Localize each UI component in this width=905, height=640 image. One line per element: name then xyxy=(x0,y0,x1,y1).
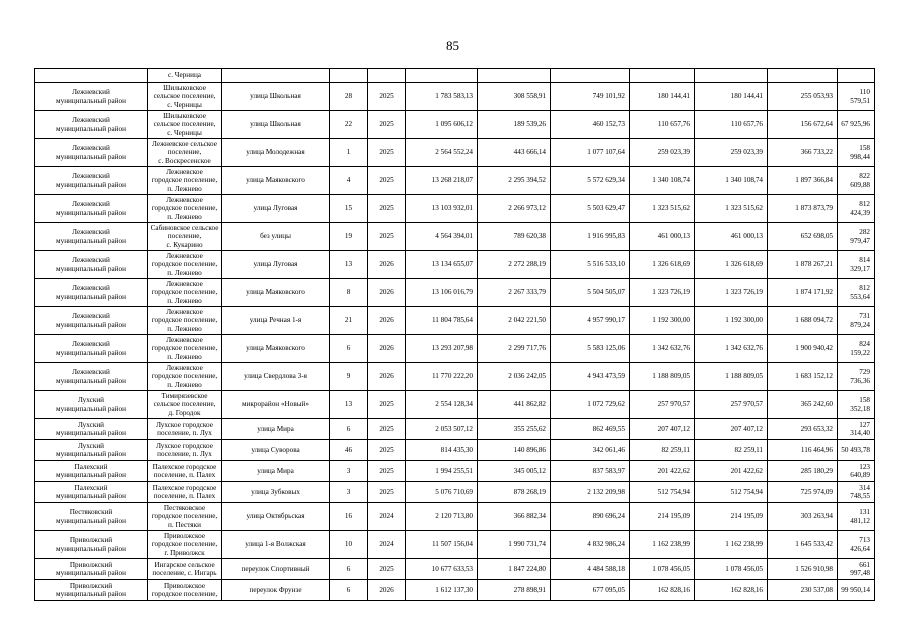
cell-value: 285 180,29 xyxy=(768,461,838,482)
cell-value: 13 134 655,07 xyxy=(406,251,478,279)
cell-district: Лухский муниципальный район xyxy=(35,440,148,461)
cell-value: 1 783 583,13 xyxy=(406,83,478,111)
table-row xyxy=(35,279,875,307)
cell-street: улица Мира xyxy=(222,419,330,440)
cell-value: 355 255,62 xyxy=(478,419,551,440)
cell-value xyxy=(406,69,478,83)
cell-value: 814 435,30 xyxy=(406,440,478,461)
cell-street xyxy=(222,69,330,83)
cell-value: 207 407,12 xyxy=(630,419,695,440)
cell-value xyxy=(630,69,695,83)
cell-value: 4 943 473,59 xyxy=(551,363,630,391)
cell-value: 1 900 940,42 xyxy=(768,335,838,363)
cell-value: 180 144,41 xyxy=(695,83,768,111)
cell-house: 16 xyxy=(330,503,368,531)
cell-value: 214 195,09 xyxy=(695,503,768,531)
cell-value: 1 683 152,12 xyxy=(768,363,838,391)
cell-settlement: Пестяковское городское поселение, п. Пестяки xyxy=(148,503,222,531)
cell-value: 822 609,88 xyxy=(838,167,875,195)
cell-value: 257 970,57 xyxy=(695,391,768,419)
cell-value: 461 000,13 xyxy=(630,223,695,251)
cell-value: 255 053,93 xyxy=(768,83,838,111)
cell-value: 1 078 456,05 xyxy=(695,559,768,580)
cell-value: 308 558,91 xyxy=(478,83,551,111)
cell-value: 1 916 995,83 xyxy=(551,223,630,251)
table-row xyxy=(35,111,875,139)
cell-settlement: Ингарское сельское поселение, с. Ингарь xyxy=(148,559,222,580)
cell-value: 365 242,60 xyxy=(768,391,838,419)
cell-value: 2 272 288,19 xyxy=(478,251,551,279)
cell-value: 512 754,94 xyxy=(695,482,768,503)
cell-value: 4 564 394,01 xyxy=(406,223,478,251)
cell-value: 1 188 809,05 xyxy=(695,363,768,391)
cell-value: 890 696,24 xyxy=(551,503,630,531)
cell-house: 28 xyxy=(330,83,368,111)
cell-value: 366 733,22 xyxy=(768,139,838,167)
cell-district: Лежневский муниципальный район xyxy=(35,195,148,223)
cell-year: 2026 xyxy=(368,279,406,307)
cell-settlement: Палехское городское поселение, п. Палех xyxy=(148,482,222,503)
cell-value: 1 873 873,79 xyxy=(768,195,838,223)
cell-value: 1 878 267,21 xyxy=(768,251,838,279)
cell-house: 3 xyxy=(330,461,368,482)
cell-house: 3 xyxy=(330,482,368,503)
cell-value: 789 620,38 xyxy=(478,223,551,251)
cell-district: Лежневский муниципальный район xyxy=(35,139,148,167)
table-row xyxy=(35,83,875,111)
cell-house: 6 xyxy=(330,419,368,440)
cell-street: улица 1-я Волжская xyxy=(222,531,330,559)
cell-street: улица Маяковского xyxy=(222,279,330,307)
cell-value: 116 464,96 xyxy=(768,440,838,461)
cell-value: 5 516 533,10 xyxy=(551,251,630,279)
cell-value: 2 267 333,79 xyxy=(478,279,551,307)
cell-street: улица Молодежная xyxy=(222,139,330,167)
cell-street: улица Маяковского xyxy=(222,167,330,195)
page-number: 85 xyxy=(446,38,459,53)
table-row xyxy=(35,503,875,531)
cell-value: 1 526 910,98 xyxy=(768,559,838,580)
cell-value: 1 077 107,64 xyxy=(551,139,630,167)
cell-value: 2 120 713,80 xyxy=(406,503,478,531)
cell-value: 4 484 588,18 xyxy=(551,559,630,580)
cell-district: Приволжский муниципальный район xyxy=(35,531,148,559)
cell-street: микрорайон «Новый» xyxy=(222,391,330,419)
table-row xyxy=(35,363,875,391)
cell-house: 13 xyxy=(330,251,368,279)
cell-district: Лежневский муниципальный район xyxy=(35,335,148,363)
cell-value: 749 101,92 xyxy=(551,83,630,111)
cell-value: 661 997,48 xyxy=(838,559,875,580)
cell-value: 1 874 171,92 xyxy=(768,279,838,307)
cell-value: 110 657,76 xyxy=(630,111,695,139)
cell-value: 725 974,09 xyxy=(768,482,838,503)
cell-value: 460 152,73 xyxy=(551,111,630,139)
cell-value: 814 329,17 xyxy=(838,251,875,279)
cell-value: 5 504 505,07 xyxy=(551,279,630,307)
cell-year: 2026 xyxy=(368,307,406,335)
cell-street: улица Суворова xyxy=(222,440,330,461)
cell-value: 652 698,05 xyxy=(768,223,838,251)
cell-value: 158 352,18 xyxy=(838,391,875,419)
cell-value: 1 188 809,05 xyxy=(630,363,695,391)
cell-settlement: Лежневское городское поселение, п. Лежнево xyxy=(148,363,222,391)
cell-settlement: Лежневское городское поселение, п. Лежнево xyxy=(148,167,222,195)
cell-value: 140 896,86 xyxy=(478,440,551,461)
cell-value: 1 162 238,99 xyxy=(630,531,695,559)
table-row xyxy=(35,580,875,601)
table-row xyxy=(35,335,875,363)
cell-value: 1 847 224,80 xyxy=(478,559,551,580)
cell-street: улица Речная 1-я xyxy=(222,307,330,335)
cell-value: 11 507 156,04 xyxy=(406,531,478,559)
table-row xyxy=(35,559,875,580)
cell-value: 1 162 238,99 xyxy=(695,531,768,559)
cell-value: 1 340 108,74 xyxy=(695,167,768,195)
cell-district: Лежневский муниципальный район xyxy=(35,111,148,139)
cell-value: 1 072 729,62 xyxy=(551,391,630,419)
cell-settlement: Лежневское городское поселение, п. Лежнево xyxy=(148,279,222,307)
cell-house: 1 xyxy=(330,139,368,167)
cell-value: 180 144,41 xyxy=(630,83,695,111)
cell-district: Лежневский муниципальный район xyxy=(35,83,148,111)
cell-house: 9 xyxy=(330,363,368,391)
cell-street: улица Мира xyxy=(222,461,330,482)
table-row xyxy=(35,461,875,482)
cell-house: 4 xyxy=(330,167,368,195)
cell-settlement: Шилыковское сельское поселение, с. Черницы xyxy=(148,83,222,111)
cell-house: 6 xyxy=(330,559,368,580)
cell-year: 2024 xyxy=(368,503,406,531)
cell-street: улица Октябрьская xyxy=(222,503,330,531)
cell-settlement: Палехское городское поселение, п. Палех xyxy=(148,461,222,482)
cell-settlement: Сабиновское сельское поселение, с. Кукарино xyxy=(148,223,222,251)
cell-value: 11 804 785,64 xyxy=(406,307,478,335)
cell-value: 189 539,26 xyxy=(478,111,551,139)
cell-value xyxy=(551,69,630,83)
cell-value: 127 314,40 xyxy=(838,419,875,440)
cell-value: 293 653,32 xyxy=(768,419,838,440)
cell-value: 366 882,34 xyxy=(478,503,551,531)
cell-value: 259 023,39 xyxy=(695,139,768,167)
cell-year: 2025 xyxy=(368,440,406,461)
cell-district: Лежневский муниципальный район xyxy=(35,223,148,251)
cell-value: 1 192 300,00 xyxy=(695,307,768,335)
cell-value: 2 564 552,24 xyxy=(406,139,478,167)
cell-value: 1 897 366,84 xyxy=(768,167,838,195)
cell-value: 2 299 717,76 xyxy=(478,335,551,363)
cell-district: Палехский муниципальный район xyxy=(35,461,148,482)
cell-house: 21 xyxy=(330,307,368,335)
cell-value: 1 095 606,12 xyxy=(406,111,478,139)
cell-value: 207 407,12 xyxy=(695,419,768,440)
cell-district: Приволжский муниципальный район xyxy=(35,580,148,601)
cell-settlement: Приволжское городское поселение, xyxy=(148,580,222,601)
data-table xyxy=(34,68,875,601)
cell-value: 162 828,16 xyxy=(695,580,768,601)
table-row xyxy=(35,139,875,167)
cell-street: переулок Фрунзе xyxy=(222,580,330,601)
cell-value: 13 268 218,07 xyxy=(406,167,478,195)
cell-value: 4 957 990,17 xyxy=(551,307,630,335)
cell-street: улица Зубковых xyxy=(222,482,330,503)
cell-value: 345 005,12 xyxy=(478,461,551,482)
cell-district: Лежневский муниципальный район xyxy=(35,363,148,391)
cell-house: 19 xyxy=(330,223,368,251)
cell-value: 461 000,13 xyxy=(695,223,768,251)
cell-street: улица Свердлова 3-я xyxy=(222,363,330,391)
cell-value: 677 095,05 xyxy=(551,580,630,601)
cell-value: 13 293 207,98 xyxy=(406,335,478,363)
table-row xyxy=(35,307,875,335)
cell-value: 257 970,57 xyxy=(630,391,695,419)
cell-value: 2 053 507,12 xyxy=(406,419,478,440)
cell-value: 5 076 710,69 xyxy=(406,482,478,503)
cell-value: 11 770 222,20 xyxy=(406,363,478,391)
cell-value: 5 503 629,47 xyxy=(551,195,630,223)
cell-street: улица Школьная xyxy=(222,111,330,139)
table-row xyxy=(35,69,875,83)
cell-house xyxy=(330,69,368,83)
cell-year: 2025 xyxy=(368,195,406,223)
cell-year: 2025 xyxy=(368,223,406,251)
cell-value: 1 326 618,69 xyxy=(630,251,695,279)
cell-value: 1 340 108,74 xyxy=(630,167,695,195)
cell-year: 2026 xyxy=(368,363,406,391)
cell-settlement: Приволжское городское поселение, г. Приволжск xyxy=(148,531,222,559)
cell-settlement: Лежневское сельское поселение, с. Воскресенское xyxy=(148,139,222,167)
cell-year: 2025 xyxy=(368,139,406,167)
cell-year: 2025 xyxy=(368,482,406,503)
cell-year: 2026 xyxy=(368,580,406,601)
cell-value: 110 657,76 xyxy=(695,111,768,139)
cell-value: 303 263,94 xyxy=(768,503,838,531)
cell-value: 1 323 726,19 xyxy=(630,279,695,307)
cell-year: 2025 xyxy=(368,391,406,419)
cell-house: 46 xyxy=(330,440,368,461)
cell-value: 201 422,62 xyxy=(695,461,768,482)
cell-value: 82 259,11 xyxy=(695,440,768,461)
cell-value: 4 832 986,24 xyxy=(551,531,630,559)
cell-street: переулок Спортивный xyxy=(222,559,330,580)
cell-house: 10 xyxy=(330,531,368,559)
cell-value: 342 061,46 xyxy=(551,440,630,461)
table-row xyxy=(35,223,875,251)
cell-year: 2025 xyxy=(368,83,406,111)
cell-value: 1 612 137,30 xyxy=(406,580,478,601)
cell-value: 10 677 633,53 xyxy=(406,559,478,580)
cell-value: 259 023,39 xyxy=(630,139,695,167)
cell-district: Лежневский муниципальный район xyxy=(35,167,148,195)
cell-value: 1 326 618,69 xyxy=(695,251,768,279)
cell-settlement: с. Черница xyxy=(148,69,222,83)
cell-value: 99 950,14 xyxy=(838,580,875,601)
cell-district xyxy=(35,69,148,83)
cell-house: 22 xyxy=(330,111,368,139)
cell-value: 1 323 515,62 xyxy=(630,195,695,223)
table-row xyxy=(35,440,875,461)
cell-year: 2025 xyxy=(368,167,406,195)
cell-value: 13 106 016,79 xyxy=(406,279,478,307)
table-row xyxy=(35,391,875,419)
cell-year: 2025 xyxy=(368,559,406,580)
cell-house: 15 xyxy=(330,195,368,223)
cell-value: 158 998,44 xyxy=(838,139,875,167)
cell-value: 278 898,91 xyxy=(478,580,551,601)
cell-district: Лежневский муниципальный район xyxy=(35,251,148,279)
cell-settlement: Лухское городское поселение, п. Лух xyxy=(148,419,222,440)
cell-year: 2025 xyxy=(368,111,406,139)
cell-value: 1 990 731,74 xyxy=(478,531,551,559)
table-row xyxy=(35,531,875,559)
table-row xyxy=(35,419,875,440)
cell-value: 862 469,55 xyxy=(551,419,630,440)
cell-value: 837 583,97 xyxy=(551,461,630,482)
cell-value: 812 424,39 xyxy=(838,195,875,223)
table-body xyxy=(35,69,875,601)
cell-value xyxy=(478,69,551,83)
table-row xyxy=(35,167,875,195)
cell-settlement: Лежневское городское поселение, п. Лежнево xyxy=(148,307,222,335)
cell-settlement: Тимирязевское сельское поселение, д. Городок xyxy=(148,391,222,419)
cell-street: улица Маяковского xyxy=(222,335,330,363)
cell-house: 6 xyxy=(330,580,368,601)
cell-settlement: Лежневское городское поселение, п. Лежнево xyxy=(148,251,222,279)
cell-house: 8 xyxy=(330,279,368,307)
cell-value: 1 323 726,19 xyxy=(695,279,768,307)
cell-value xyxy=(695,69,768,83)
cell-value: 156 672,64 xyxy=(768,111,838,139)
cell-value: 1 342 632,76 xyxy=(695,335,768,363)
cell-value: 812 553,64 xyxy=(838,279,875,307)
cell-value: 2 554 128,34 xyxy=(406,391,478,419)
cell-value: 441 862,82 xyxy=(478,391,551,419)
cell-year: 2025 xyxy=(368,419,406,440)
cell-value: 13 103 932,01 xyxy=(406,195,478,223)
cell-value: 713 426,64 xyxy=(838,531,875,559)
cell-value: 50 493,78 xyxy=(838,440,875,461)
cell-district: Лухский муниципальный район xyxy=(35,391,148,419)
cell-value: 1 323 515,62 xyxy=(695,195,768,223)
cell-district: Лежневский муниципальный район xyxy=(35,307,148,335)
table-row xyxy=(35,251,875,279)
cell-district: Палехский муниципальный район xyxy=(35,482,148,503)
cell-value: 201 422,62 xyxy=(630,461,695,482)
cell-value: 1 342 632,76 xyxy=(630,335,695,363)
cell-value: 1 994 255,51 xyxy=(406,461,478,482)
cell-street: без улицы xyxy=(222,223,330,251)
cell-settlement: Лежневское городское поселение, п. Лежнево xyxy=(148,195,222,223)
cell-year xyxy=(368,69,406,83)
cell-value: 1 078 456,05 xyxy=(630,559,695,580)
cell-value xyxy=(838,69,875,83)
table-row xyxy=(35,482,875,503)
cell-value: 314 748,55 xyxy=(838,482,875,503)
cell-value: 123 640,89 xyxy=(838,461,875,482)
cell-value: 878 268,19 xyxy=(478,482,551,503)
cell-year: 2025 xyxy=(368,461,406,482)
cell-year: 2026 xyxy=(368,335,406,363)
cell-year: 2024 xyxy=(368,531,406,559)
cell-value: 2 295 394,52 xyxy=(478,167,551,195)
cell-value: 2 266 973,12 xyxy=(478,195,551,223)
cell-settlement: Лежневское городское поселение, п. Лежнево xyxy=(148,335,222,363)
cell-house: 13 xyxy=(330,391,368,419)
cell-value: 5 583 125,06 xyxy=(551,335,630,363)
cell-street: улица Луговая xyxy=(222,251,330,279)
cell-settlement: Шилыковское сельское поселение, с. Черницы xyxy=(148,111,222,139)
cell-street: улица Луговая xyxy=(222,195,330,223)
cell-value: 230 537,08 xyxy=(768,580,838,601)
cell-district: Пестяковский муниципальный район xyxy=(35,503,148,531)
cell-value: 1 192 300,00 xyxy=(630,307,695,335)
cell-value: 282 979,47 xyxy=(838,223,875,251)
cell-value: 2 036 242,05 xyxy=(478,363,551,391)
cell-value: 82 259,11 xyxy=(630,440,695,461)
cell-value: 131 481,12 xyxy=(838,503,875,531)
cell-value: 2 042 221,50 xyxy=(478,307,551,335)
cell-value: 443 666,14 xyxy=(478,139,551,167)
cell-value: 67 925,96 xyxy=(838,111,875,139)
cell-value: 731 879,24 xyxy=(838,307,875,335)
cell-district: Лухский муниципальный район xyxy=(35,419,148,440)
cell-house: 6 xyxy=(330,335,368,363)
cell-value xyxy=(768,69,838,83)
cell-district: Лежневский муниципальный район xyxy=(35,279,148,307)
cell-value: 1 688 094,72 xyxy=(768,307,838,335)
cell-settlement: Лухское городское поселение, п. Лух xyxy=(148,440,222,461)
cell-year: 2026 xyxy=(368,251,406,279)
cell-value: 1 645 533,42 xyxy=(768,531,838,559)
cell-value: 110 579,51 xyxy=(838,83,875,111)
cell-value: 824 159,22 xyxy=(838,335,875,363)
cell-value: 2 132 209,98 xyxy=(551,482,630,503)
cell-value: 214 195,09 xyxy=(630,503,695,531)
cell-value: 512 754,94 xyxy=(630,482,695,503)
cell-street: улица Школьная xyxy=(222,83,330,111)
cell-district: Приволжский муниципальный район xyxy=(35,559,148,580)
cell-value: 5 572 629,34 xyxy=(551,167,630,195)
cell-value: 729 736,36 xyxy=(838,363,875,391)
cell-value: 162 828,16 xyxy=(630,580,695,601)
table-row xyxy=(35,195,875,223)
